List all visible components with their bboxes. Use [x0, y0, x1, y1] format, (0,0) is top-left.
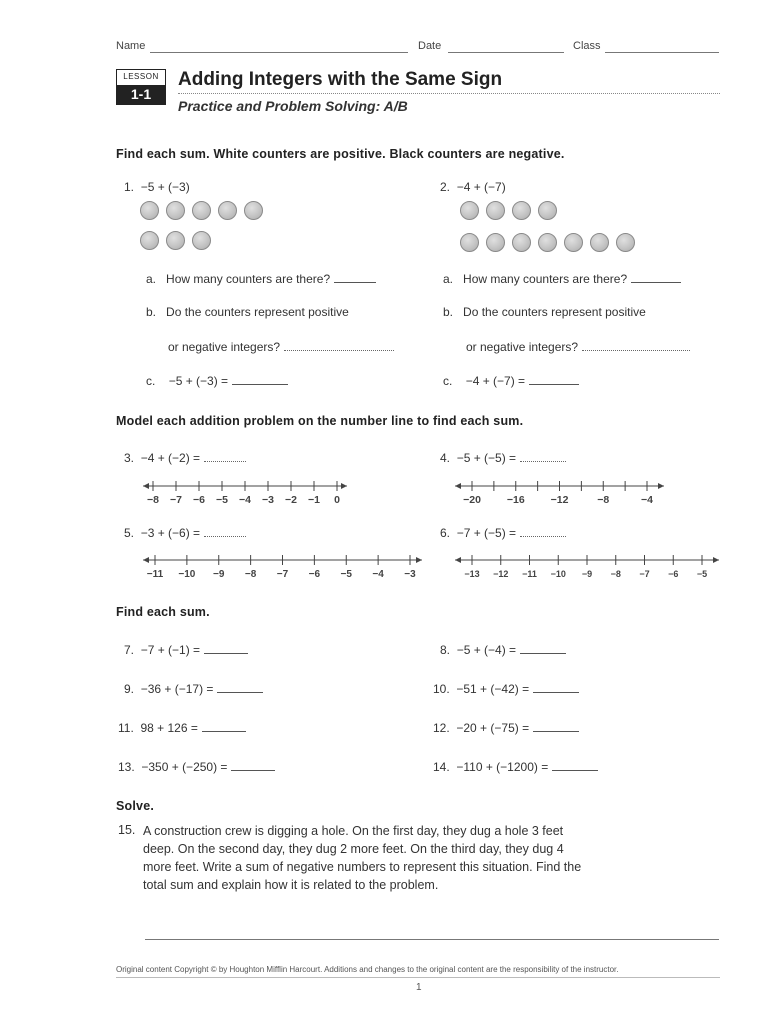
tick-label: −12	[493, 569, 509, 579]
tick-label: −2	[285, 494, 297, 506]
counter-chip	[564, 233, 583, 252]
tick-label: −8	[610, 569, 621, 579]
lesson-number: 1-1	[117, 85, 165, 104]
arrow-left-icon	[143, 483, 149, 489]
answer-blank[interactable]	[520, 450, 566, 462]
tick-label: −6	[668, 569, 679, 579]
problem-1b: b. Do the counters represent positive	[146, 305, 349, 319]
tick-label: −4	[239, 494, 251, 506]
answer-blank[interactable]	[520, 525, 566, 537]
counter-chip	[218, 201, 237, 220]
section2-instruction: Model each addition problem on the number line to find each sum.	[116, 414, 524, 428]
counter-chip	[244, 201, 263, 220]
tick-label: −3	[262, 494, 274, 506]
page-subtitle: Practice and Problem Solving: A/B	[178, 98, 408, 114]
answer-blank[interactable]	[533, 720, 579, 732]
counter-chip	[460, 233, 479, 252]
counter-chip	[616, 233, 635, 252]
tick-label: −1	[308, 494, 320, 506]
answer-blank[interactable]	[529, 373, 579, 385]
counter-chip	[166, 231, 185, 250]
arrow-left-icon	[455, 557, 461, 563]
answer-blank[interactable]	[231, 759, 275, 771]
problem-7: 7. −7 + (−1) =	[124, 642, 248, 657]
counter-chip	[512, 201, 531, 220]
date-field-line[interactable]	[448, 52, 564, 53]
tick-label: −6	[308, 569, 321, 580]
tick-label: −8	[597, 494, 610, 506]
tick-label: −8	[147, 494, 159, 506]
problem-12: 12. −20 + (−75) =	[433, 720, 579, 735]
answer-line-15[interactable]	[145, 939, 719, 940]
counter-chip	[192, 231, 211, 250]
tick-label: −7	[170, 494, 182, 506]
problem-2-label: 2. −4 + (−7)	[440, 180, 506, 194]
tick-label: 0	[334, 494, 340, 506]
answer-blank[interactable]	[334, 271, 376, 283]
problem-13: 13. −350 + (−250) =	[118, 759, 275, 774]
answer-blank[interactable]	[204, 450, 246, 462]
number-line-4[interactable]	[452, 474, 667, 510]
counter-chip	[166, 201, 185, 220]
problem-2-counters-row1	[460, 201, 557, 220]
tick-label: −20	[463, 494, 481, 506]
title-divider	[178, 93, 720, 94]
problem-6-label: 6. −7 + (−5) =	[440, 525, 566, 540]
answer-blank[interactable]	[533, 681, 579, 693]
answer-blank[interactable]	[217, 681, 263, 693]
date-label: Date	[418, 40, 442, 52]
problem-2c: c. −4 + (−7) =	[443, 373, 579, 388]
answer-blank[interactable]	[582, 339, 690, 351]
answer-blank[interactable]	[204, 642, 248, 654]
problem-2a: a. How many counters are there?	[443, 271, 681, 286]
tick-label: −10	[178, 569, 196, 580]
answer-blank[interactable]	[232, 373, 288, 385]
lesson-tag: LESSON	[123, 72, 159, 81]
counter-chip	[538, 233, 557, 252]
problem-14: 14. −110 + (−1200) =	[433, 759, 598, 774]
problem-5-label: 5. −3 + (−6) =	[124, 525, 246, 540]
counter-chip	[192, 201, 211, 220]
name-field-line[interactable]	[150, 52, 408, 53]
counter-chip	[538, 201, 557, 220]
arrow-right-icon	[658, 483, 664, 489]
problem-1-counters-row2	[140, 231, 211, 250]
problem-11: 11. 98 + 126 =	[118, 720, 246, 735]
counter-chip	[140, 201, 159, 220]
lesson-badge	[116, 69, 166, 105]
footer-rule	[116, 977, 720, 978]
answer-blank[interactable]	[552, 759, 598, 771]
copyright-notice: Original content Copyright © by Houghton Mifflin Harcourt. Additions and changes to the original content are the responsibility of the instructor.	[116, 965, 619, 974]
tick-label: −6	[193, 494, 205, 506]
number-line-5[interactable]	[140, 548, 425, 582]
answer-blank[interactable]	[631, 271, 681, 283]
problem-2b: b. Do the counters represent positive	[443, 305, 646, 319]
class-label: Class	[573, 40, 601, 52]
arrow-right-icon	[416, 557, 422, 563]
tick-label: −11	[146, 569, 164, 580]
tick-label: −12	[550, 494, 569, 506]
tick-label: −11	[522, 569, 537, 579]
problem-1a: a. How many counters are there?	[146, 271, 376, 286]
tick-label: −7	[639, 569, 650, 579]
number-line-3[interactable]	[140, 474, 350, 510]
tick-label: −16	[506, 494, 525, 506]
problem-1b-cont: or negative integers?	[168, 339, 394, 354]
arrow-right-icon	[341, 483, 347, 489]
tick-label: −9	[581, 569, 593, 579]
arrow-left-icon	[143, 557, 149, 563]
problem-2-counters-row2	[460, 233, 635, 252]
tick-label: −13	[464, 569, 480, 579]
problem-10: 10. −51 + (−42) =	[433, 681, 579, 696]
answer-blank[interactable]	[202, 720, 246, 732]
problem-1c: c. −5 + (−3) =	[146, 373, 288, 388]
tick-label: −5	[340, 569, 352, 580]
arrow-left-icon	[455, 483, 461, 489]
class-field-line[interactable]	[605, 52, 719, 53]
problem-15-number: 15.	[118, 823, 136, 837]
tick-label: −8	[244, 569, 257, 580]
section1-instruction: Find each sum. White counters are positive. Black counters are negative.	[116, 147, 565, 161]
problem-9: 9. −36 + (−17) =	[124, 681, 263, 696]
problem-3-label: 3. −4 + (−2) =	[124, 450, 246, 465]
tick-label: −5	[696, 569, 708, 579]
tick-label: −9	[213, 569, 225, 580]
answer-blank[interactable]	[520, 642, 566, 654]
counter-chip	[460, 201, 479, 220]
tick-label: −7	[276, 569, 289, 580]
problem-1-counters-row1	[140, 201, 263, 220]
section3-instruction: Find each sum.	[116, 605, 210, 619]
tick-label: −10	[550, 569, 566, 579]
counter-chip	[590, 233, 609, 252]
number-line-6[interactable]	[452, 548, 722, 582]
tick-label: −4	[372, 569, 384, 580]
counter-chip	[140, 231, 159, 250]
section4-instruction: Solve.	[116, 799, 155, 813]
tick-label: −5	[216, 494, 228, 506]
arrow-right-icon	[713, 557, 719, 563]
problem-2b-cont: or negative integers?	[466, 339, 690, 354]
name-label: Name	[116, 40, 146, 52]
answer-blank[interactable]	[204, 525, 246, 537]
counter-chip	[512, 233, 531, 252]
counter-chip	[486, 201, 505, 220]
problem-8: 8. −5 + (−4) =	[440, 642, 566, 657]
page-title: Adding Integers with the Same Sign	[178, 69, 503, 90]
problem-4-label: 4. −5 + (−5) =	[440, 450, 566, 465]
tick-label: −3	[404, 569, 416, 580]
tick-label: −4	[641, 494, 653, 506]
answer-blank[interactable]	[284, 339, 394, 351]
page-number: 1	[416, 982, 422, 993]
problem-1-label: 1. −5 + (−3)	[124, 180, 190, 194]
counter-chip	[486, 233, 505, 252]
problem-15-text: A construction crew is digging a hole. On the first day, they dug a hole 3 feet deep. On the second day, they dug 2 more feet. On the third day, they dug 4 more feet. Write a sum of negative numbers to represent this situation. Find the total sum and explain how it is related to the problem.	[143, 824, 582, 892]
